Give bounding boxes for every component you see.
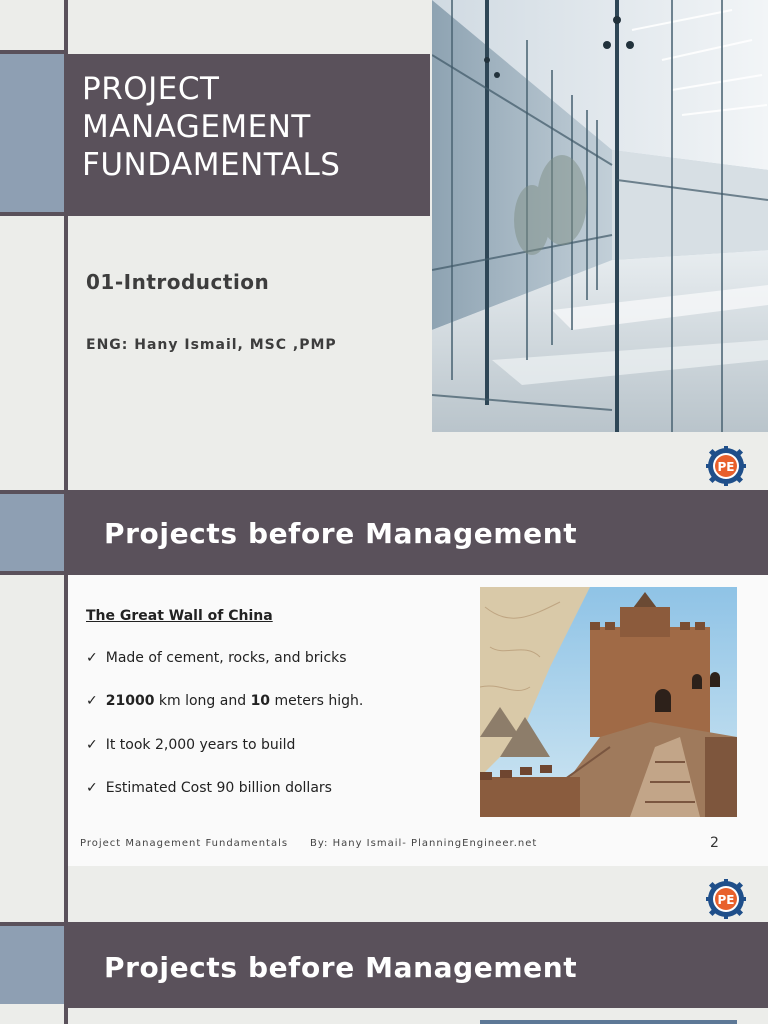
list-item: ✓ 21000 km long and 10 meters high. [86, 693, 364, 709]
list-item: ✓ Estimated Cost 90 billion dollars [86, 780, 332, 796]
slide-2-content [0, 432, 768, 866]
subtitle: 01-Introduction [86, 270, 270, 294]
image-top-edge [480, 1020, 737, 1024]
horizontal-divider-line [0, 571, 64, 575]
footer-author: By: Hany Ismail- PlanningEngineer.net [310, 838, 538, 849]
svg-text:PE: PE [717, 893, 735, 907]
accent-block [0, 54, 64, 212]
slide-top-strip [0, 432, 768, 490]
svg-text:PE: PE [717, 460, 735, 474]
slide-heading: Projects before Management [104, 517, 578, 550]
check-icon: ✓ [86, 693, 98, 709]
page-title: PROJECT MANAGEMENT FUNDAMENTALS [82, 71, 341, 184]
check-icon: ✓ [86, 780, 98, 796]
horizontal-divider-line [0, 212, 64, 216]
slide-heading: Projects before Management [104, 951, 578, 984]
planning-engineer-logo-icon [706, 446, 746, 486]
planning-engineer-logo-icon [706, 879, 746, 919]
list-item: ✓ It took 2,000 years to build [86, 737, 296, 753]
slide-3-content [0, 866, 768, 1024]
section-title: The Great Wall of China [86, 608, 273, 624]
page-number: 2 [710, 835, 719, 851]
slide-1-title [0, 0, 768, 432]
glass-building-photo [432, 0, 768, 432]
great-wall-photo [480, 587, 737, 817]
accent-block [0, 494, 64, 571]
list-item: ✓ Made of cement, rocks, and bricks [86, 650, 347, 666]
check-icon: ✓ [86, 650, 98, 666]
author-line: ENG: Hany Ismail, MSC ,PMP [86, 337, 337, 353]
accent-block [0, 926, 64, 1004]
footer-title: Project Management Fundamentals [80, 838, 289, 849]
check-icon: ✓ [86, 737, 98, 753]
